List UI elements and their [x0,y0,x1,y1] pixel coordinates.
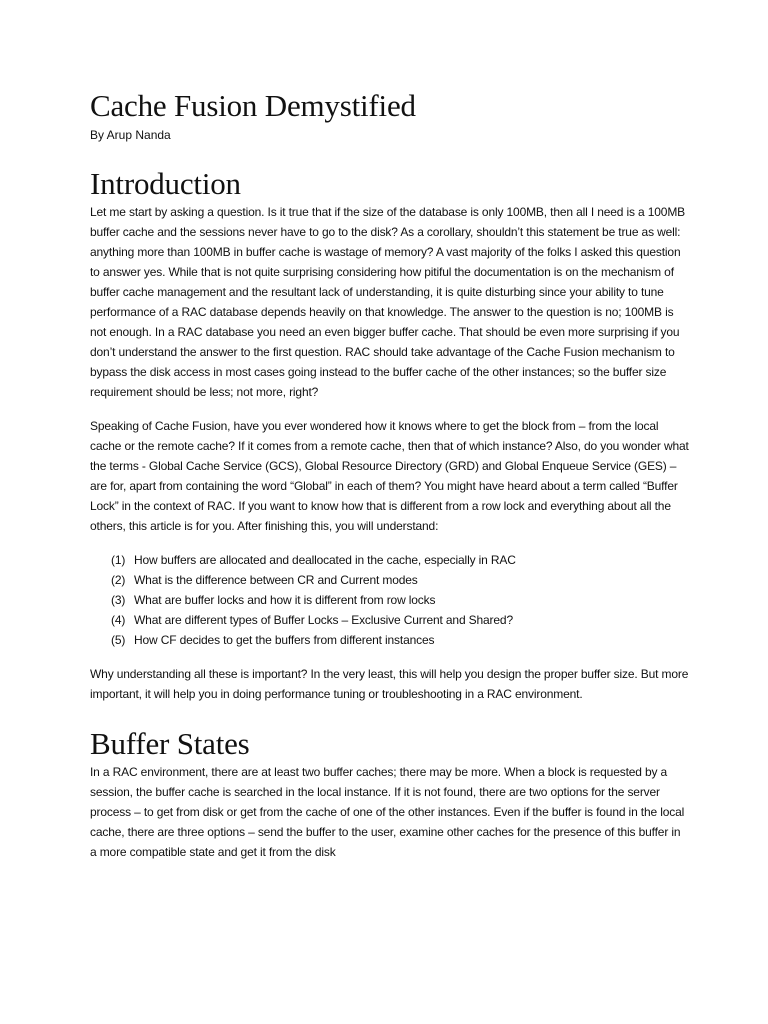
author-byline: By Arup Nanda [90,128,171,142]
list-item-text: What are different types of Buffer Locks – Exclusive Current and Shared? [134,613,513,627]
document-title: Cache Fusion Demystified [90,88,416,123]
list-item-text: What are buffer locks and how it is different from row locks [134,593,436,607]
list-item-text: How CF decides to get the buffers from different instances [134,633,435,647]
numbered-list [90,550,690,650]
document-page [90,88,690,862]
introduction-paragraph-2: Speaking of Cache Fusion, have you ever wondered how it knows where to get the block from – from the local cache or the remote cache? If it comes from a remote cache, then that of which instance? Also, do you wonder what the terms - Global Cache Service (GCS), Global Resource Directory (GRD) and Global Enqueue Service (GES) – are for, apart from containing the word “Global” in each of them? You might have heard about a term called “Buffer Lock” in the context of RAC. If you want to know how that is different from a row lock and everything about all the others, this article is for you. After finishing this, you will understand: [90,419,689,533]
list-item-number: (4) [111,613,126,627]
introduction-heading: Introduction [90,166,241,201]
list-item [90,550,690,570]
introduction-paragraph-1: Let me start by asking a question. Is it true that if the size of the database is only 100MB, then all I need is a 100MB buffer cache and the sessions never have to go to the disk? As a corollary, shouldn’t this statement be true as well: anything more than 100MB in buffer cache is wastage of memory? A vast majority of the folks I asked this question to answer yes. While that is not quite surprising considering how pitiful the documentation is on the mechanism of buffer cache management and the resultant lack of understanding, it is quite disturbing since your ability to tune performance of a RAC database depends heavily on that knowledge. The answer to the question is no; 100MB is not enough. In a RAC database you need an even bigger buffer cache. That should be even more surprising if you don’t understand the answer to the first question. RAC should take advantage of the Cache Fusion mechanism to bypass the disk access in most cases going instead to the buffer cache of the other instances; so the buffer size requirement should be less; not more, right? [90,205,686,399]
list-item-number: (1) [111,553,126,567]
list-item-number: (3) [111,593,126,607]
buffer-states-heading: Buffer States [90,726,250,761]
list-item [90,570,690,590]
list-item-number: (5) [111,633,126,647]
list-item-text: How buffers are allocated and deallocated in the cache, especially in RAC [134,553,516,567]
list-item [90,590,690,610]
list-item [90,630,690,650]
list-item-text: What is the difference between CR and Current modes [134,573,418,587]
introduction-paragraph-3: Why understanding all these is important? In the very least, this will help you design the proper buffer size. But more important, it will help you in doing performance tuning or troubleshooting in a RAC environment. [90,667,689,701]
list-item [90,610,690,630]
buffer-states-paragraph-1: In a RAC environment, there are at least two buffer caches; there may be more. When a block is requested by a session, the buffer cache is searched in the local instance. If it is not found, there are two options for the server process – to get from disk or get from the cache of one of the other instances. Even if the buffer is found in the local cache, there are three options – send the buffer to the user, examine other caches for the presence of this buffer in a more compatible state and get it from the disk [90,765,685,859]
list-item-number: (2) [111,573,126,587]
